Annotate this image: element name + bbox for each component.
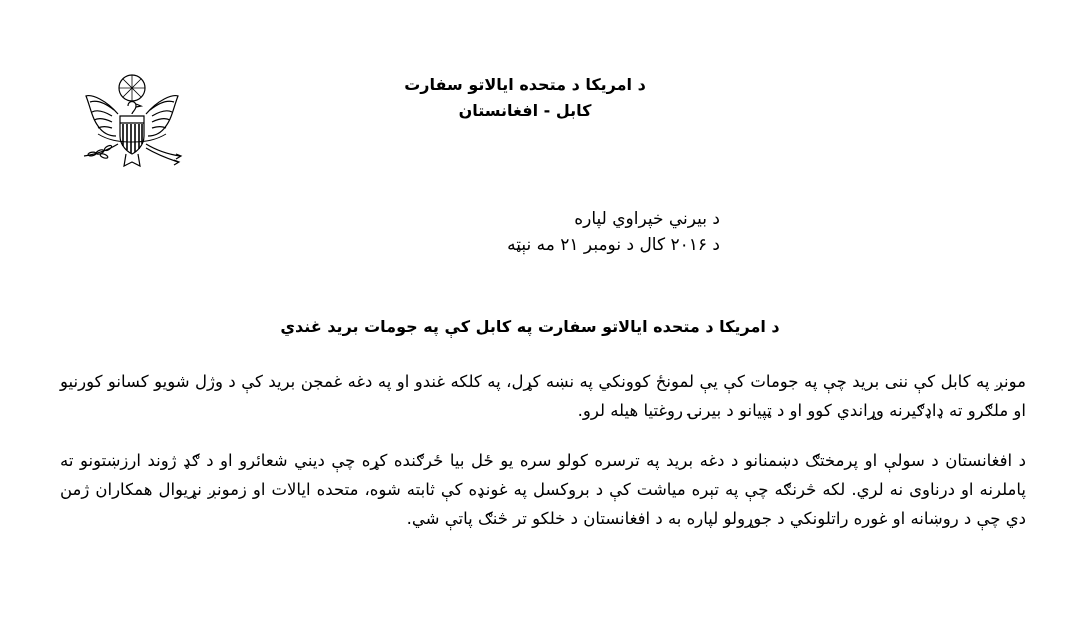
release-dateline [507, 206, 720, 258]
embassy-name: د امریکا د متحده ایالاتو سفارت [404, 75, 646, 94]
statement-title: د امریکا د متحده ایالاتو سفارت په کابل کې په جومات برید غندي [280, 317, 780, 336]
release-type: د بیرني خپراوي لپاره [574, 209, 720, 229]
statement-paragraph-1: مونږ په کابل کې ننی برید چې په جومات کې یې لمونځ کوونکي په نښه کړل، په کلکه غندو او په دغه غمجن برید کې د وژل شویو کسانو کورنیو او ملګرو ته ډاډګیرنه وړاندي کوو او د ټپیانو د بیرنۍ روغتیا هیله لرو. [60, 372, 1026, 420]
embassy-seal-icon [78, 70, 186, 180]
embassy-header [360, 72, 690, 124]
release-date: د ۲۰۱۶ کال د نومبر ۲۱ مه نېټه [507, 235, 720, 255]
statement-paragraph-2: د افغانستان د سولې او پرمختګ دښمنانو د دغه برید په ترسره کولو سره یو ځل بیا ځرګنده کړه چې دیني شعائرو او د ګډ ژوند ارزښتونو ته پاملرنه او درناوی نه لري. لکه څرنګه چې په تېره میاشت کې د بروکسل په غونډه کې ثابته شوه، متحده ایالات او زمونږ نړیوال همکاران ژمن دي چې د روښانه او غوره راتلونکي د جوړولو لپاره به د افغانستان د خلکو تر څنګ پاتې شي. [60, 451, 1026, 528]
embassy-location: کابل - افغانستان [458, 101, 592, 120]
